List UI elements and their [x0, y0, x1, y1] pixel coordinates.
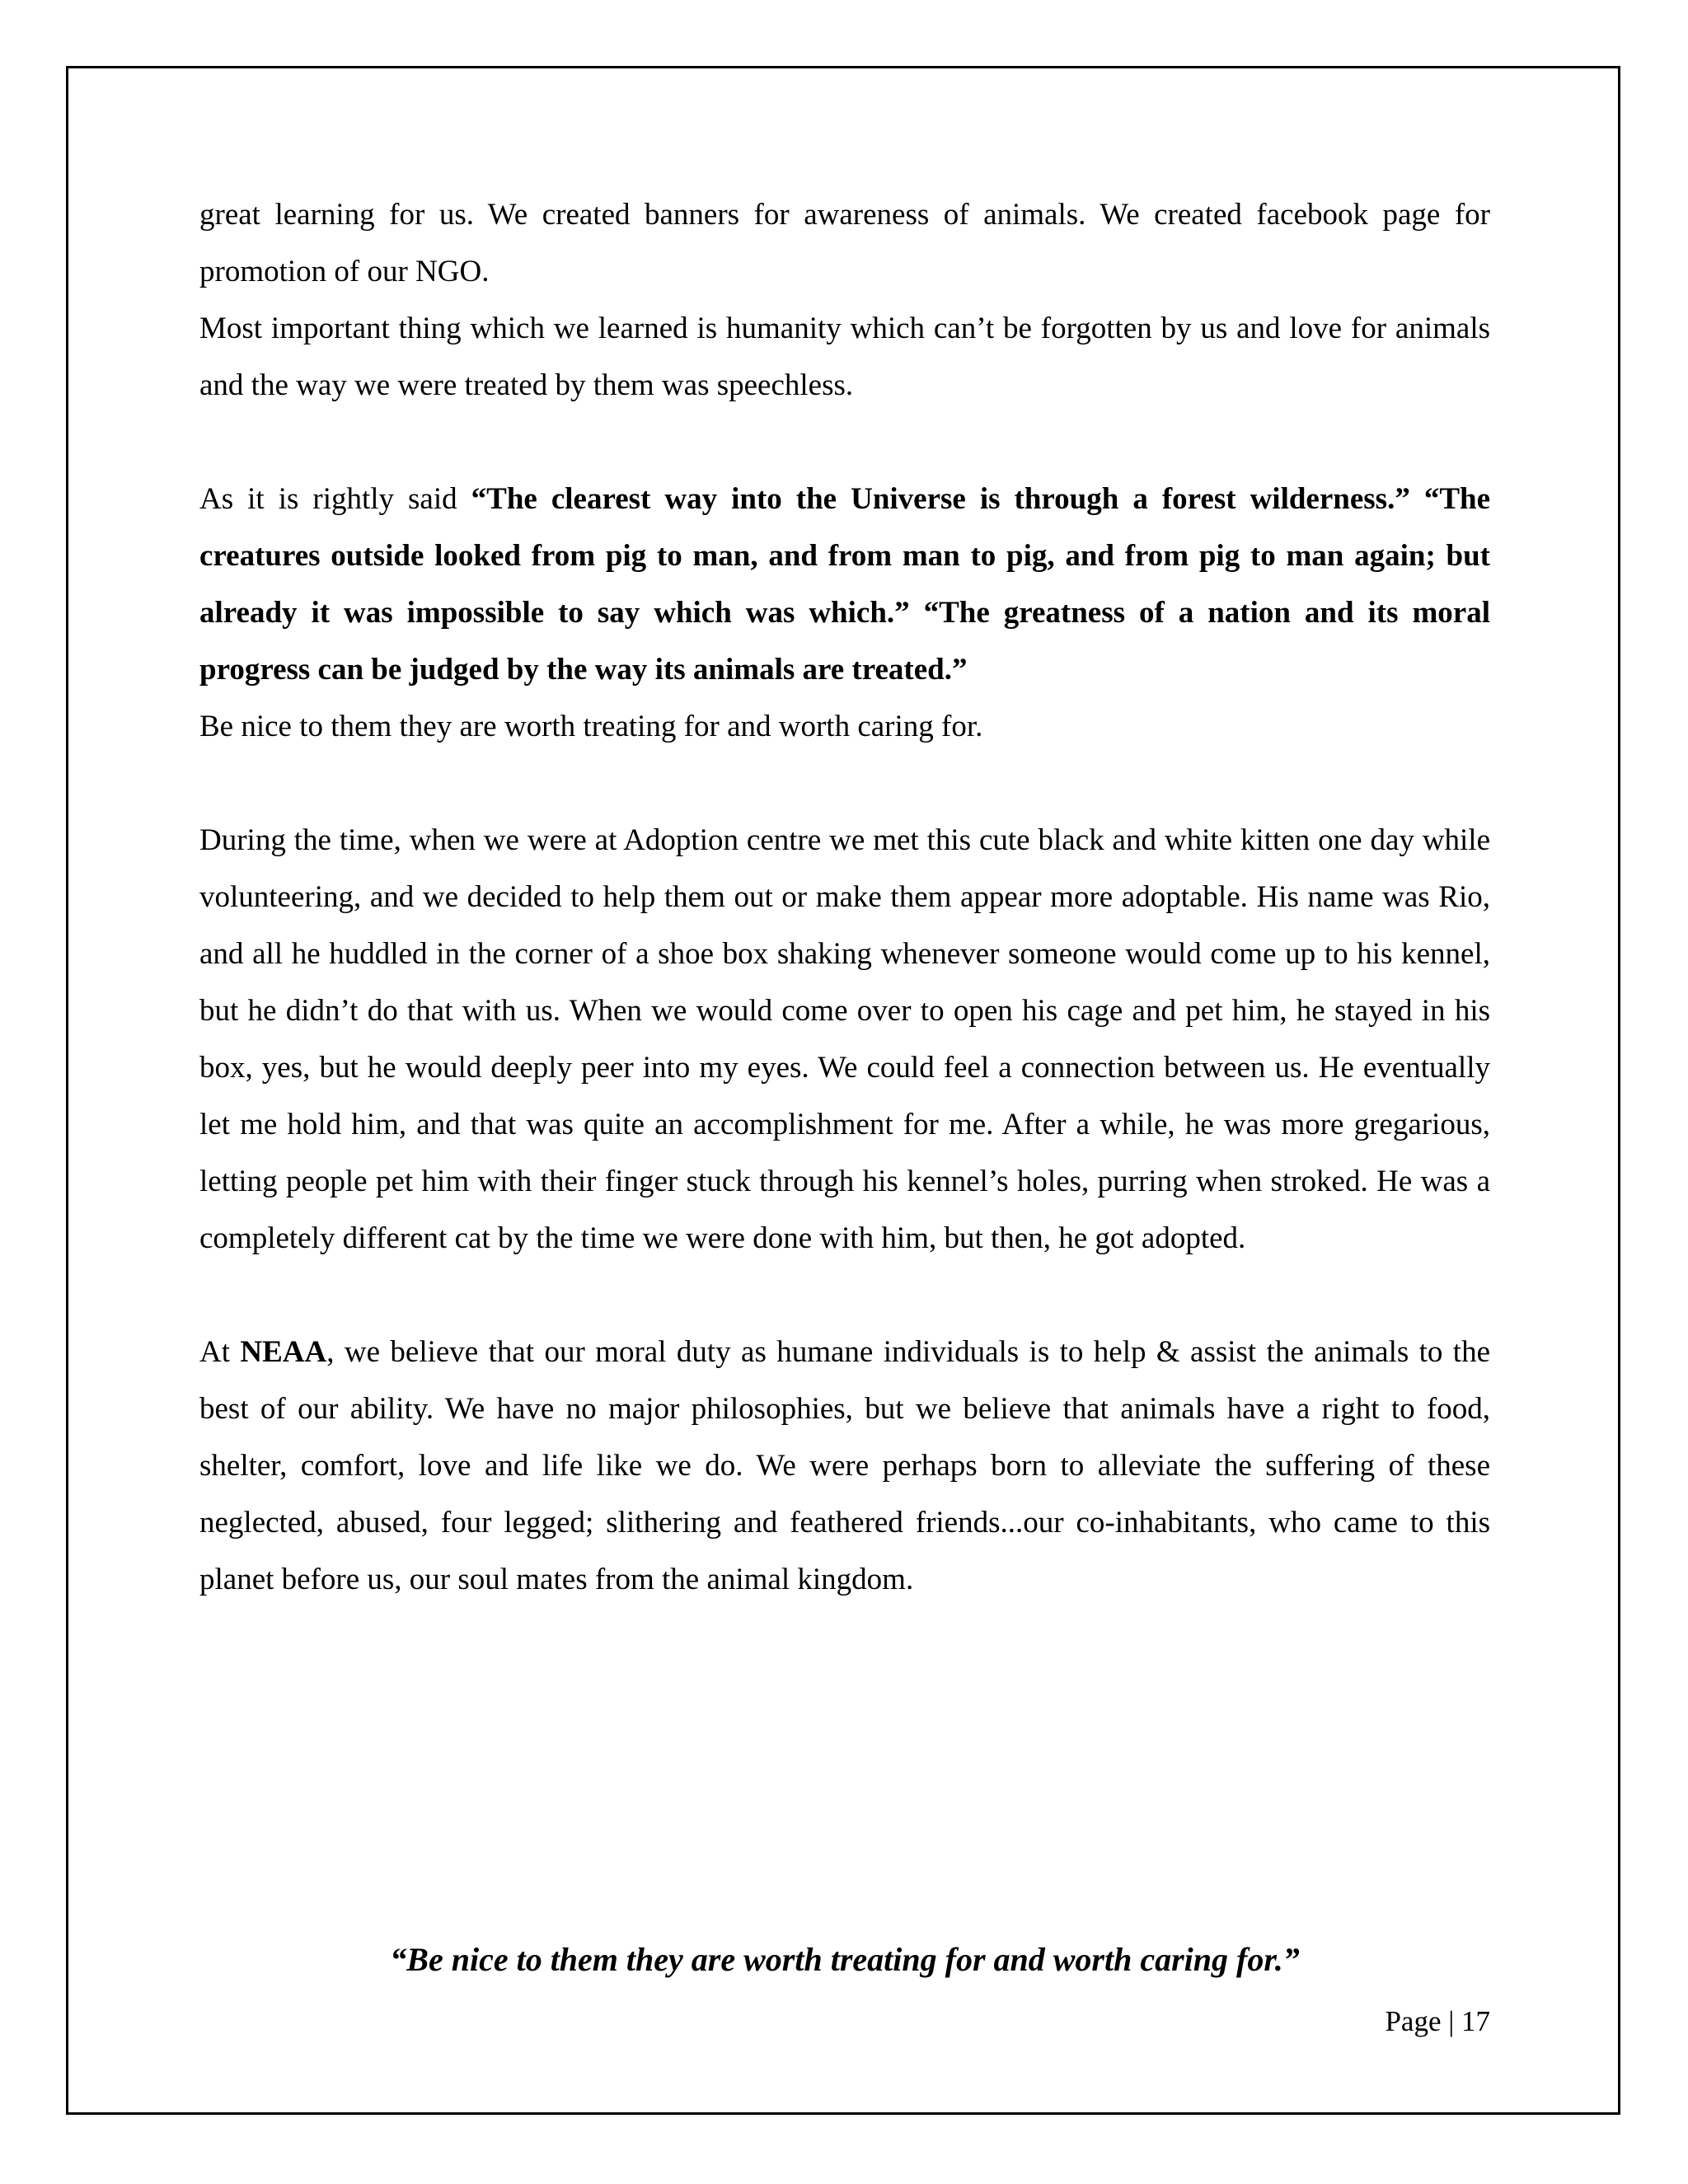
paragraph-gap	[199, 414, 1490, 471]
page-number: Page | 17	[1385, 2005, 1490, 2037]
quotes-intro: As it is rightly said	[199, 482, 471, 516]
paragraph-humanity: Most important thing which we learned is humanity which can’t be forgotten by us and love for animals and the way we were treated by them was speechless.	[199, 312, 1490, 402]
neaa-intro: At	[199, 1335, 241, 1369]
paragraph-quotes	[199, 471, 1490, 698]
paragraph-be-nice: Be nice to them they are worth treating for and worth caring for.	[199, 710, 983, 743]
paragraph-gap	[199, 1267, 1490, 1324]
quotes-text: “The clearest way into the Universe is through a forest wilderness.” “The creatures outside looked from pig to man, and from man to pig, and from pig to man again; but already it was impossible to say which was which.” “The greatness of a nation and its moral progress can be judged by the way its animals are treated.”	[199, 482, 1491, 687]
paragraph-learning: great learning for us. We created banners for awareness of animals. We created facebook page for promotion of our NGO.	[199, 198, 1490, 288]
paragraph-gap	[199, 755, 1490, 812]
paragraph-rio-story: During the time, when we were at Adoption centre we met this cute black and white kitten one day while volunteering, and we decided to help them out or make them appear more adoptable. His name was Rio, and all he huddled in the corner of a shoe box shaking whenever someone would come up to his kennel, but he didn’t do that with us. When we would come over to open his cage and pet him, he stayed in his box, yes, but he would deeply peer into my eyes. We could feel a connection between us. He eventually let me hold him, and that was quite an accomplishment for me. After a while, he was more gregarious, letting people pet him with their finger stuck through his kennel’s holes, purring when stroked. He was a completely different cat by the time we were done with him, but then, he got adopted.	[199, 823, 1490, 1255]
footer-quote: “Be nice to them they are worth treating for and worth caring for.”	[390, 1941, 1300, 1978]
neaa-org-name: NEAA	[240, 1335, 327, 1369]
page-body	[199, 186, 1490, 1608]
neaa-text: , we believe that our moral duty as humane individuals is to help & assist the animals to the best of our ability. We have no major philosophies, but we believe that animals have a right to food, shelter, comfort, love and life like we do. We were perhaps born to alleviate the suffering of these neglected, abused, four legged; slithering and feathered friends...our co-inhabitants, who came to this planet before us, our soul mates from the animal kingdom.	[199, 1335, 1490, 1596]
paragraph-neaa	[199, 1324, 1490, 1608]
